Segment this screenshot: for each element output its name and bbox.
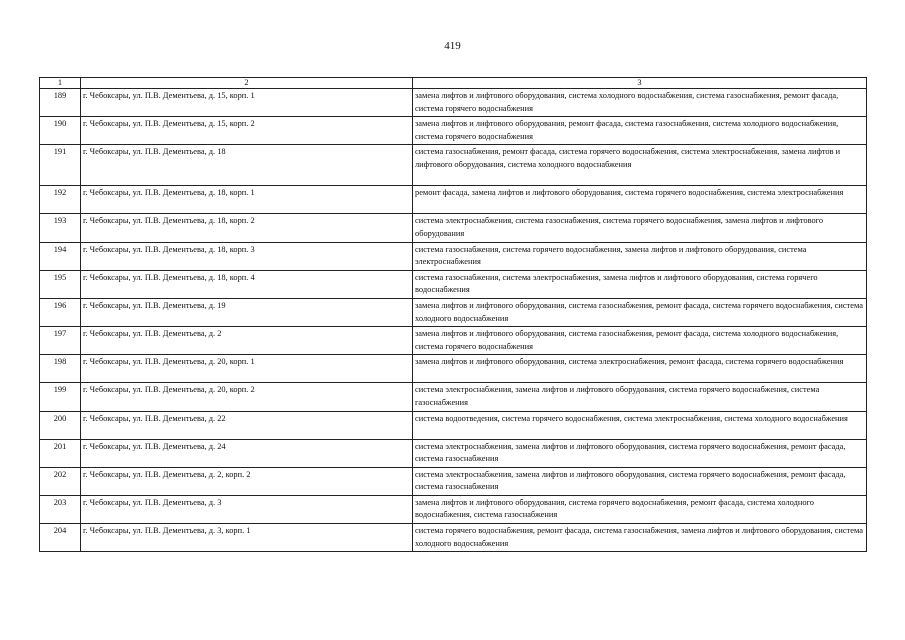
column-header-3: 3: [413, 78, 867, 89]
row-works: система электроснабжения, замена лифтов и лифтового оборудования, система горячего водоснабжения, ремонт фасада, система газоснабжения: [413, 439, 867, 467]
table-row: [40, 411, 867, 439]
row-works: замена лифтов и лифтового оборудования, система холодного водоснабжения, система газоснабжения, ремонт фасада, система горячего водоснабжения: [413, 89, 867, 117]
row-works: система водоотведения, система горячего водоснабжения, система электроснабжения, система холодного водоснабжения: [413, 411, 867, 439]
row-address: г. Чебоксары, ул. П.В. Дементьева, д. 22: [81, 411, 413, 439]
row-works: замена лифтов и лифтового оборудования, система газоснабжения, ремонт фасада, система горячего водоснабжения, система холодного водоснабжения: [413, 298, 867, 326]
page-number: 419: [444, 40, 461, 52]
row-number: 192: [40, 186, 81, 214]
table-row: [40, 117, 867, 145]
row-address: г. Чебоксары, ул. П.В. Дементьева, д. 15, корп. 1: [81, 89, 413, 117]
row-address: г. Чебоксары, ул. П.В. Дементьева, д. 15, корп. 2: [81, 117, 413, 145]
row-address: г. Чебоксары, ул. П.В. Дементьева, д. 18: [81, 145, 413, 186]
row-number: 197: [40, 327, 81, 355]
row-number: 198: [40, 355, 81, 383]
row-number: 189: [40, 89, 81, 117]
row-works: замена лифтов и лифтового оборудования, система газоснабжения, ремонт фасада, система холодного водоснабжения, система горячего водоснабжения: [413, 327, 867, 355]
table-row: [40, 327, 867, 355]
table-row: [40, 495, 867, 523]
table-row: [40, 214, 867, 242]
row-address: г. Чебоксары, ул. П.В. Дементьева, д. 18, корп. 3: [81, 242, 413, 270]
column-header-2: 2: [81, 78, 413, 89]
table-header-row: [40, 78, 867, 89]
row-address: г. Чебоксары, ул. П.В. Дементьева, д. 18, корп. 4: [81, 270, 413, 298]
row-number: 204: [40, 524, 81, 552]
table-row: [40, 467, 867, 495]
row-number: 190: [40, 117, 81, 145]
row-address: г. Чебоксары, ул. П.В. Дементьева, д. 2: [81, 327, 413, 355]
row-works: система электроснабжения, система газоснабжения, система горячего водоснабжения, замена лифтов и лифтового оборудования: [413, 214, 867, 242]
table-row: [40, 145, 867, 186]
register-table: [39, 77, 867, 552]
row-number: 202: [40, 467, 81, 495]
column-header-1: 1: [40, 78, 81, 89]
row-number: 203: [40, 495, 81, 523]
row-address: г. Чебоксары, ул. П.В. Дементьева, д. 24: [81, 439, 413, 467]
row-address: г. Чебоксары, ул. П.В. Дементьева, д. 20, корп. 2: [81, 383, 413, 411]
table-row: [40, 383, 867, 411]
row-number: 194: [40, 242, 81, 270]
row-address: г. Чебоксары, ул. П.В. Дементьева, д. 19: [81, 298, 413, 326]
row-works: система электроснабжения, замена лифтов и лифтового оборудования, система горячего водоснабжения, система газоснабжения: [413, 383, 867, 411]
row-number: 191: [40, 145, 81, 186]
row-works: система газоснабжения, система горячего водоснабжения, замена лифтов и лифтового оборудования, система электроснабжения: [413, 242, 867, 270]
row-number: 195: [40, 270, 81, 298]
row-works: система газоснабжения, система электроснабжения, замена лифтов и лифтового оборудования, система горячего водоснабжения: [413, 270, 867, 298]
table-row: [40, 524, 867, 552]
table-row: [40, 355, 867, 383]
row-address: г. Чебоксары, ул. П.В. Дементьева, д. 18, корп. 2: [81, 214, 413, 242]
row-works: система горячего водоснабжения, ремонт фасада, система газоснабжения, замена лифтов и лифтового оборудования, система холодного водоснабжения: [413, 524, 867, 552]
row-works: система газоснабжения, ремонт фасада, система горячего водоснабжения, система электроснабжения, замена лифтов и лифтового оборудования, система холодного водоснабжения: [413, 145, 867, 186]
table-row: [40, 298, 867, 326]
row-works: ремонт фасада, замена лифтов и лифтового оборудования, система горячего водоснабжения, система электроснабжения: [413, 186, 867, 214]
row-address: г. Чебоксары, ул. П.В. Дементьева, д. 2, корп. 2: [81, 467, 413, 495]
row-address: г. Чебоксары, ул. П.В. Дементьева, д. 18, корп. 1: [81, 186, 413, 214]
row-number: 200: [40, 411, 81, 439]
table-row: [40, 242, 867, 270]
table-row: [40, 270, 867, 298]
row-number: 199: [40, 383, 81, 411]
table-row: [40, 89, 867, 117]
row-number: 201: [40, 439, 81, 467]
row-address: г. Чебоксары, ул. П.В. Дементьева, д. 3: [81, 495, 413, 523]
row-address: г. Чебоксары, ул. П.В. Дементьева, д. 20, корп. 1: [81, 355, 413, 383]
table-row: [40, 439, 867, 467]
row-number: 196: [40, 298, 81, 326]
row-works: замена лифтов и лифтового оборудования, система горячего водоснабжения, ремонт фасада, система холодного водоснабжения, система газоснабжения: [413, 495, 867, 523]
row-works: замена лифтов и лифтового оборудования, система электроснабжения, ремонт фасада, система горячего водоснабжения: [413, 355, 867, 383]
row-address: г. Чебоксары, ул. П.В. Дементьева, д. 3, корп. 1: [81, 524, 413, 552]
row-number: 193: [40, 214, 81, 242]
table-row: [40, 186, 867, 214]
row-works: замена лифтов и лифтового оборудования, ремонт фасада, система газоснабжения, система холодного водоснабжения, система горячего водоснабжения: [413, 117, 867, 145]
row-works: система электроснабжения, замена лифтов и лифтового оборудования, система горячего водоснабжения, ремонт фасада, система газоснабжения: [413, 467, 867, 495]
